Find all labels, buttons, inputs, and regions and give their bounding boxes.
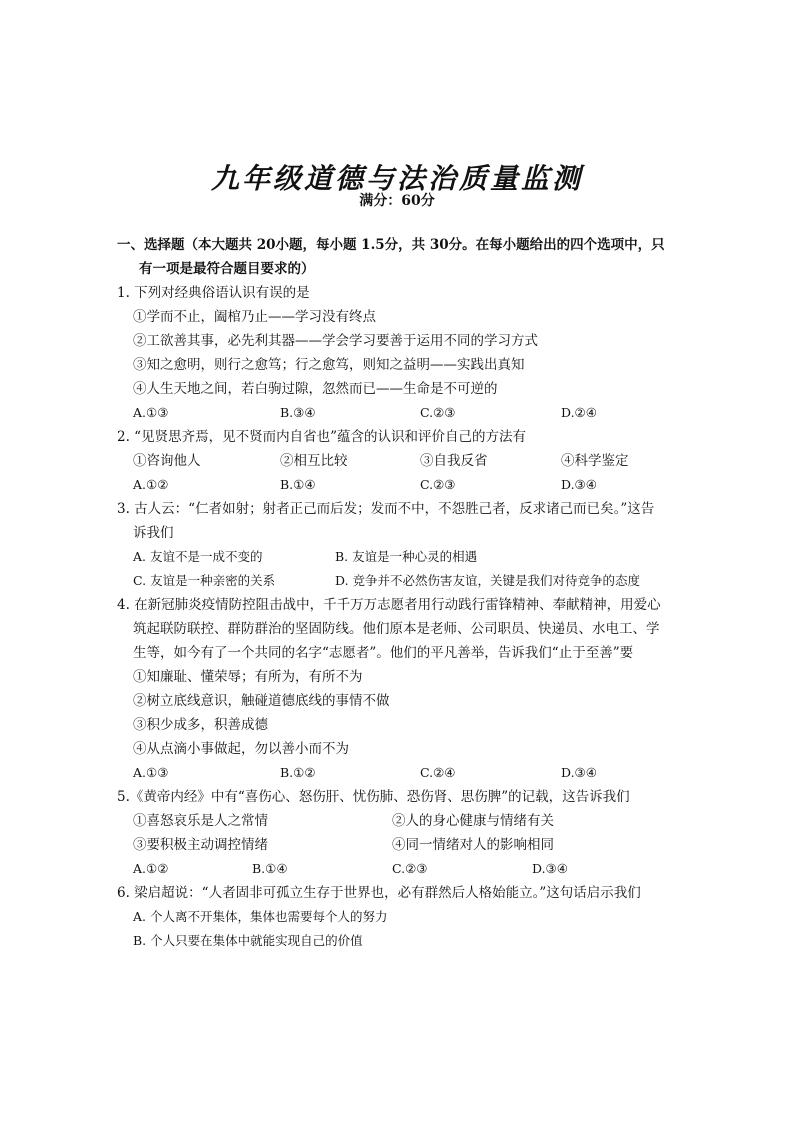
q5-option-c: C.②③ xyxy=(392,861,428,876)
q5-statement: ②人的身心健康与情绪有关 xyxy=(392,813,554,829)
q3-stem-cont: 诉我们 xyxy=(133,525,174,541)
q6-stem: 6. 梁启超说：“人者固非可孤立生存于世界也，必有群然后人格始能立。”这句话启示我们 xyxy=(117,885,641,901)
q5-option-d: D.③④ xyxy=(532,861,568,876)
q3-option-d: D. 竞争并不必然伤害友谊，关键是我们对待竞争的态度 xyxy=(335,573,641,588)
q5-option-a: A.①② xyxy=(133,861,169,876)
q1-statement: ③知之愈明，则行之愈笃；行之愈笃，则知之益明——实践出真知 xyxy=(133,357,525,373)
q3-option-b: B. 友谊是一种心灵的相遇 xyxy=(335,549,478,564)
q2-statement: ④科学鉴定 xyxy=(561,453,629,469)
q1-statement: ②工欲善其事，必先利其器——学会学习要善于运用不同的学习方式 xyxy=(133,333,538,349)
q1-option-b: B.③④ xyxy=(280,405,316,420)
q3-stem: 3. 古人云：“仁者如射；射者正己而后发；发而不中，不怨胜己者，反求诸己而已矣。”这告 xyxy=(117,501,655,517)
q2-option-a: A.①② xyxy=(133,477,169,492)
q4-statement: ①知廉耻、懂荣辱；有所为，有所不为 xyxy=(133,669,363,685)
q4-statement: ③积少成多，积善成德 xyxy=(133,717,268,733)
q2-option-d: D.③④ xyxy=(561,477,597,492)
section-heading: 一、选择题（本大题共 20小题，每小题 1.5分，共 30分。在每小题给出的四个选项中，只 xyxy=(117,237,665,253)
q5-statement: ④同一情绪对人的影响相同 xyxy=(392,837,554,853)
q5-statement: ③要积极主动调控情绪 xyxy=(133,837,268,853)
q1-statement: ④人生天地之间，若白驹过隙，忽然而已——生命是不可逆的 xyxy=(133,381,498,397)
q1-statement: ①学而不止，阖棺乃止——学习没有终点 xyxy=(133,309,376,325)
q4-option-b: B.①② xyxy=(280,765,316,780)
q4-stem: 4. 在新冠肺炎疫情防控阻击战中，千千万万志愿者用行动践行雷锋精神、奉献精神，用爱心 xyxy=(117,597,661,613)
q5-statement: ①喜怒哀乐是人之常情 xyxy=(133,813,268,829)
q1-stem: 1. 下列对经典俗语认识有误的是 xyxy=(117,285,310,301)
page-title: 九年级道德与法治质量监测 xyxy=(210,162,583,195)
full-score: 满分：60分 xyxy=(359,193,435,209)
q6-option-b: B. 个人只要在集体中就能实现自己的价值 xyxy=(133,933,363,948)
q4-option-a: A.①③ xyxy=(133,765,169,780)
q4-stem-cont: 筑起联防联控、群防群治的坚固防线。他们原本是老师、公司职员、快递员、水电工、学 xyxy=(133,621,660,637)
q1-option-c: C.②③ xyxy=(420,405,456,420)
q1-option-a: A.①③ xyxy=(133,405,169,420)
q2-statement: ②相互比较 xyxy=(280,453,348,469)
q2-stem: 2. “见贤思齐焉，见不贤而内自省也”蕴含的认识和评价自己的方法有 xyxy=(117,429,526,445)
q6-option-a: A. 个人离不开集体，集体也需要每个人的努力 xyxy=(133,909,388,924)
q4-option-d: D.③④ xyxy=(561,765,597,780)
q5-stem: 5.《黄帝内经》中有“喜伤心、怒伤肝、忧伤肺、恐伤肾、思伤脾”的记载，这告诉我们 xyxy=(117,789,630,805)
q2-statement: ③自我反省 xyxy=(420,453,488,469)
q2-statement: ①咨询他人 xyxy=(133,453,201,469)
q2-option-c: C.②③ xyxy=(420,477,456,492)
section-heading-cont: 有一项是最符合题目要求的） xyxy=(139,261,315,277)
q3-option-c: C. 友谊是一种亲密的关系 xyxy=(133,573,276,588)
q4-stem-cont: 生等，如今有了一个共同的名字“志愿者”。他们的平凡善举，告诉我们“止于至善”要 xyxy=(133,645,634,661)
q4-statement: ④从点滴小事做起，勿以善小而不为 xyxy=(133,741,349,757)
q4-statement: ②树立底线意识，触碰道德底线的事情不做 xyxy=(133,693,390,709)
q5-option-b: B.①④ xyxy=(252,861,288,876)
q3-option-a: A. 友谊不是一成不变的 xyxy=(133,549,263,564)
q4-option-c: C.②④ xyxy=(420,765,456,780)
q1-option-d: D.②④ xyxy=(561,405,597,420)
q2-option-b: B.①④ xyxy=(280,477,316,492)
